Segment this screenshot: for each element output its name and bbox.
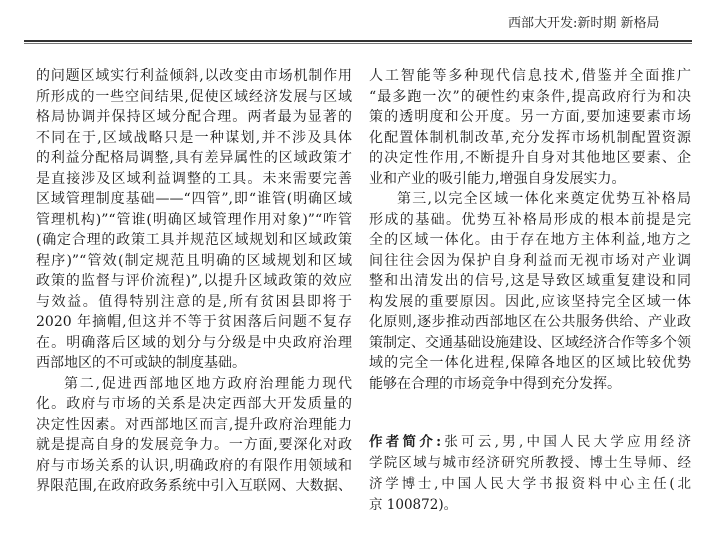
- author-bio: [369, 432, 691, 516]
- text-line: 业和产业的吸引能力,增强自身发展实力。: [369, 170, 626, 187]
- text-line: 在。明确落后区域的划分与分级是中央政府治理: [36, 334, 352, 351]
- text-line: 策制定、交通基础设施建设、区域经济合作等多个领: [369, 334, 691, 351]
- text-line: 能够在合理的市场竞争中得到充分发挥。: [369, 375, 621, 392]
- text-line: 格局协调并保持区域分配合理。两者最为显著的: [36, 109, 352, 125]
- text-line: 决定性因素。对西部地区而言,提升政府治理能力: [36, 416, 352, 433]
- text-line: 区域管理制度基础——“四管”,即“谁管(明确区域: [36, 191, 352, 207]
- header-rule-thin: [24, 43, 692, 44]
- text-line: 就是提高自身的发展竞争力。一方面,要深化对政: [36, 437, 352, 453]
- text-line: (确定合理的政策工具并规范区域规划和区域政策: [36, 232, 352, 248]
- text-line: 形成的基础。优势互补格局形成的根本前提是完: [369, 211, 691, 228]
- text-line: 管理机构)”“管谁(明确区域管理作用对象)”“咋管: [36, 211, 352, 228]
- text-line: “最多跑一次”的硬性约束条件,提高政府行为和决: [369, 88, 691, 105]
- text-line: 与效益。值得特别注意的是,所有贫困县即将于: [36, 293, 352, 310]
- right-column: [369, 66, 691, 394]
- text-line: 府与市场关系的认识,明确政府的有限作用领域和: [36, 457, 352, 474]
- text-line: 的决定性作用,不断提升自身对其他地区要素、企: [369, 150, 691, 166]
- header-rule: [24, 40, 692, 42]
- author-line: 学院区域与城市经济研究所教授、博士生导师、经: [369, 455, 691, 471]
- author-line: [369, 432, 691, 453]
- text-line: 程序)”“管效(制定规范且明确的区域规划和区域: [36, 252, 352, 269]
- text-line: 化。政府与市场的关系是决定西部大开发质量的: [36, 396, 352, 412]
- text-line: 策的透明度和公开度。另一方面,要加速要素市场: [369, 109, 691, 125]
- text-line: 界限范围,在政府政务系统中引入互联网、大数据、: [36, 478, 352, 494]
- text-line: 不同在于,区域战略只是一种谋划,并不涉及具体: [36, 129, 352, 146]
- text-line: 2020 年摘帽,但这并不等于贫困落后问题不复存: [36, 314, 352, 330]
- text-line: 化原则,逐步推动西部地区在公共服务供给、产业政: [369, 314, 691, 330]
- text-line: 全的区域一体化。由于存在地方主体利益,地方之: [369, 232, 691, 248]
- text-line: 间往往会因为保护自身利益而无视市场对产业调: [369, 252, 691, 269]
- paragraph-start: 第二,促进西部地区地方政府治理能力现代: [64, 375, 352, 392]
- text-line: 域的完全一体化进程,保障各地区的区域比较优势: [369, 355, 691, 371]
- text-line: 整和出清发出的信号,这是导致区域重复建设和同: [369, 273, 691, 289]
- running-header: 西部大开发:新时期 新格局: [508, 16, 660, 31]
- text-line: 构发展的重要原因。因此,应该坚持完全区域一体: [369, 293, 691, 310]
- paragraph-start: 第三,以完全区域一体化来奠定优势互补格局: [397, 191, 691, 207]
- text-line: 所形成的一些空间结果,促使区域经济发展与区域: [36, 88, 352, 105]
- text-line: 的利益分配格局调整,具有差异属性的区域政策才: [36, 150, 352, 166]
- text-line: 的问题区域实行利益倾斜,以改变由市场机制作用: [36, 68, 352, 84]
- text-line: 化配置体制机制改革,充分发挥市场机制配置资源: [369, 129, 691, 146]
- author-text: 张可云,男,中国人民大学应用经济: [441, 434, 691, 450]
- author-label: 作者简介:: [369, 434, 442, 450]
- author-line: 京 100872)。: [369, 497, 458, 513]
- text-line: 西部地区的不可或缺的制度基础。: [36, 355, 246, 371]
- left-column: [36, 66, 352, 497]
- text-line: 政策的监督与评价流程)”,以提升区域政策的效应: [36, 273, 352, 289]
- text-line: 人工智能等多种现代信息技术,借鉴并全面推广: [369, 68, 691, 84]
- text-line: 是直接涉及区域利益调整的工具。未来需要完善: [36, 170, 352, 187]
- author-line: 济学博士,中国人民大学书报资料中心主任(北: [369, 476, 691, 492]
